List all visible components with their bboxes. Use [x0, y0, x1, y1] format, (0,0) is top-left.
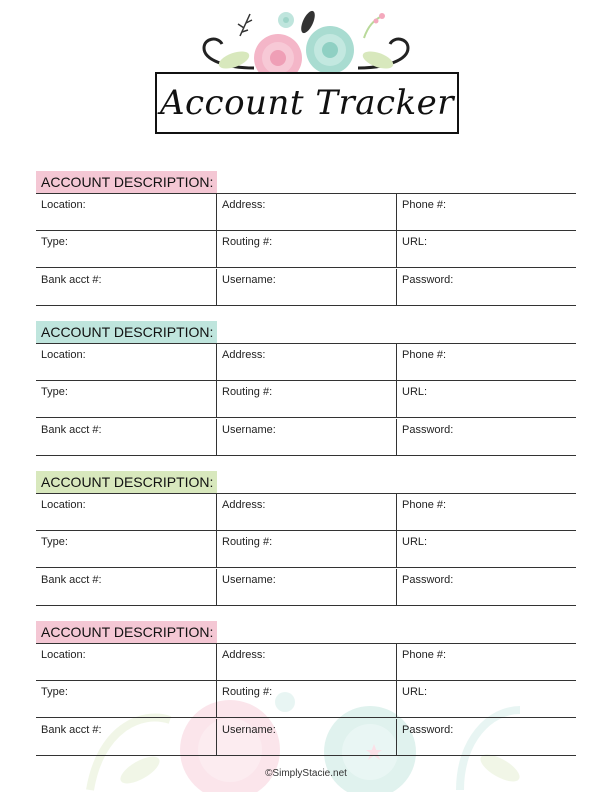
password-field[interactable]: Password:	[396, 719, 576, 755]
username-field[interactable]: Username:	[216, 719, 396, 755]
table-row	[36, 344, 576, 381]
table-row	[36, 231, 576, 268]
url-field[interactable]: URL:	[396, 381, 576, 417]
table-row	[36, 644, 576, 681]
phone-field[interactable]: Phone #:	[396, 194, 576, 230]
page-title: Account Tracker	[159, 83, 455, 123]
table-row	[36, 681, 576, 718]
table-row	[36, 569, 576, 606]
bank-acct-field[interactable]: Bank acct #:	[41, 424, 102, 436]
table-row	[36, 419, 576, 456]
url-field[interactable]: URL:	[396, 531, 576, 567]
table-row	[36, 194, 576, 231]
floral-header-decoration	[196, 8, 416, 82]
routing-field[interactable]: Routing #:	[216, 231, 396, 267]
bank-acct-field[interactable]: Bank acct #:	[41, 724, 102, 736]
table-row	[36, 719, 576, 756]
password-field[interactable]: Password:	[396, 419, 576, 455]
address-field[interactable]: Address:	[216, 344, 396, 380]
account-description-label: ACCOUNT DESCRIPTION:	[36, 621, 217, 643]
username-field[interactable]: Username:	[216, 269, 396, 305]
password-field[interactable]: Password:	[396, 569, 576, 605]
location-field[interactable]: Location:	[41, 499, 86, 511]
phone-field[interactable]: Phone #:	[396, 494, 576, 530]
phone-field[interactable]: Phone #:	[396, 644, 576, 680]
table-row	[36, 531, 576, 568]
table-row	[36, 494, 576, 531]
type-field[interactable]: Type:	[41, 236, 68, 248]
bank-acct-field[interactable]: Bank acct #:	[41, 574, 102, 586]
url-field[interactable]: URL:	[396, 231, 576, 267]
routing-field[interactable]: Routing #:	[216, 381, 396, 417]
table-row	[36, 269, 576, 306]
routing-field[interactable]: Routing #:	[216, 531, 396, 567]
username-field[interactable]: Username:	[216, 419, 396, 455]
location-field[interactable]: Location:	[41, 649, 86, 661]
password-field[interactable]: Password:	[396, 269, 576, 305]
address-field[interactable]: Address:	[216, 194, 396, 230]
address-field[interactable]: Address:	[216, 494, 396, 530]
type-field[interactable]: Type:	[41, 686, 68, 698]
address-field[interactable]: Address:	[216, 644, 396, 680]
account-grid	[36, 193, 576, 306]
location-field[interactable]: Location:	[41, 199, 86, 211]
url-field[interactable]: URL:	[396, 681, 576, 717]
username-field[interactable]: Username:	[216, 569, 396, 605]
phone-field[interactable]: Phone #:	[396, 344, 576, 380]
type-field[interactable]: Type:	[41, 536, 68, 548]
type-field[interactable]: Type:	[41, 386, 68, 398]
account-description-label: ACCOUNT DESCRIPTION:	[36, 471, 217, 493]
account-grid	[36, 343, 576, 456]
bank-acct-field[interactable]: Bank acct #:	[41, 274, 102, 286]
account-grid	[36, 643, 576, 756]
location-field[interactable]: Location:	[41, 349, 86, 361]
table-row	[36, 381, 576, 418]
title-frame	[155, 72, 459, 134]
account-grid	[36, 493, 576, 606]
account-description-label: ACCOUNT DESCRIPTION:	[36, 321, 217, 343]
copyright-footer: ©SimplyStacie.net	[265, 768, 347, 779]
routing-field[interactable]: Routing #:	[216, 681, 396, 717]
account-description-label: ACCOUNT DESCRIPTION:	[36, 171, 217, 193]
